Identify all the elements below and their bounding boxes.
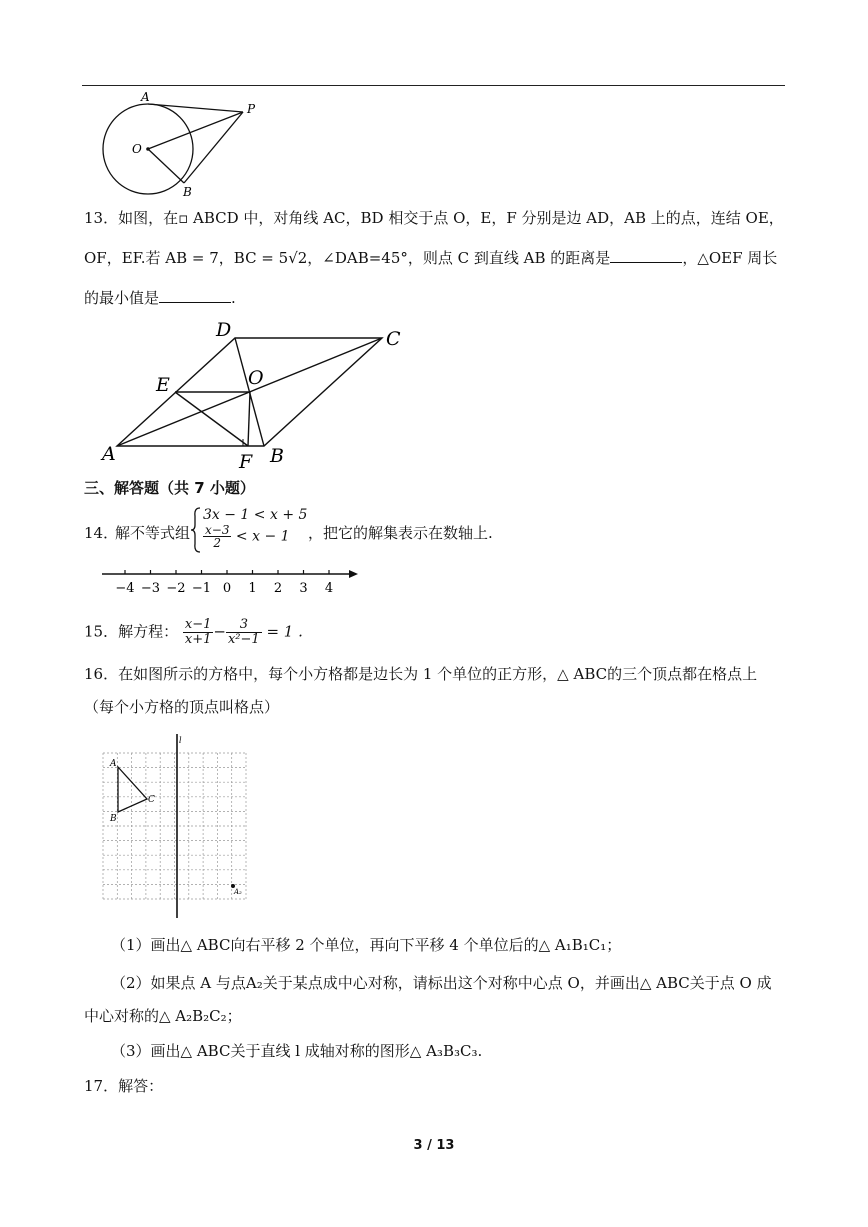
- q14-ineq2-num: x−3: [205, 523, 230, 537]
- q16-sub2-line1: （2）如果点 A 与点A₂关于某点成中心对称，请标出这个对称中心点 O，并画出△ ABC关于点 O 成: [111, 974, 772, 992]
- number-line-tick-label: −1: [191, 581, 212, 596]
- q15-frac1-den: x+1: [184, 632, 212, 647]
- label-b: B: [270, 445, 284, 467]
- number-line-tick-label: −3: [140, 581, 161, 596]
- label-f: F: [239, 451, 253, 471]
- q14-prefix: 解不等式组: [115, 524, 191, 542]
- q16-sub3: （3）画出△ ABC关于直线 l 成轴对称的图形△ A₃B₃C₃.: [111, 1042, 483, 1060]
- q15-line: [84, 618, 303, 647]
- q16-number: 16．: [84, 665, 119, 683]
- q13-blank-1[interactable]: [610, 248, 682, 263]
- q15-rest: = 1 .: [266, 622, 303, 641]
- q16-text-1: 在如图所示的方格中，每个小方格都是边长为 1 个单位的正方形，△ ABC的三个顶点都在格点上: [118, 665, 758, 683]
- number-line-tick-label: −2: [166, 581, 186, 596]
- number-line-tick-label: 2: [273, 581, 283, 596]
- label-o: O: [132, 142, 142, 156]
- label-o: O: [248, 367, 264, 389]
- q16-sub1: （1）画出△ ABC向右平移 2 个单位，再向下平移 4 个单位后的△ A₁B₁C₁；: [111, 936, 622, 954]
- header-rule: [82, 85, 785, 86]
- number-line-tick-label: −4: [115, 581, 135, 596]
- label-d: D: [216, 319, 232, 341]
- label-c: C: [148, 795, 155, 805]
- circle-tangent-figure: [95, 88, 275, 200]
- grid-figure: [98, 734, 258, 924]
- label-a: A: [102, 443, 116, 465]
- parallelogram-figure: [98, 316, 418, 471]
- label-l: l: [179, 736, 182, 745]
- page-number: 3 / 13: [413, 1138, 455, 1153]
- label-a: A: [110, 759, 117, 769]
- q13-blank-2[interactable]: [159, 288, 231, 303]
- q14-ineq2: [203, 524, 290, 549]
- q14-number: 14．: [84, 524, 119, 542]
- q14-suffix: ，把它的解集表示在数轴上.: [308, 524, 493, 542]
- q15-number: 15．: [84, 622, 119, 641]
- q15-frac1: [183, 618, 214, 647]
- label-a: A: [141, 90, 150, 104]
- q14-ineq2-frac: [203, 524, 231, 549]
- q13-text-3a: 的最小值是: [84, 289, 160, 307]
- label-a2: A₂: [234, 888, 242, 896]
- q17-line: [84, 1076, 163, 1096]
- section-title: 三、解答题（共 7 小题）: [84, 479, 255, 497]
- q16-line1: [84, 664, 757, 684]
- q13-text-2a: OF，EF.若 AB = 7，BC = 5√2，∠DAB=45°，则点 C 到直线 AB 的距离是: [84, 249, 611, 267]
- q13-line1: [84, 208, 784, 228]
- brace-icon: [190, 506, 202, 554]
- label-c: C: [386, 328, 401, 350]
- number-line-tick-label: 3: [299, 581, 308, 596]
- q15-frac1-num: x−1: [184, 617, 212, 632]
- label-e: E: [156, 374, 170, 396]
- q15-prefix: 解方程：: [118, 622, 179, 641]
- q16-sub2-line2: 中心对称的△ A₂B₂C₂；: [84, 1007, 242, 1025]
- q15-frac2-den: x²−1: [227, 632, 260, 647]
- label-b: B: [110, 814, 117, 824]
- label-b: B: [183, 185, 192, 199]
- q14-ineq2-rest: < x − 1: [235, 528, 290, 545]
- q17-text: 解答：: [118, 1077, 164, 1095]
- q13-text-1: 如图，在▫ ABCD 中，对角线 AC，BD 相交于点 O，E，F 分别是边 AD，AB 上的点，连结 OE，: [118, 209, 784, 227]
- q17-number: 17．: [84, 1077, 119, 1095]
- q13-line3: [84, 288, 236, 308]
- label-p: P: [247, 102, 256, 116]
- q14-ineq1: 3x − 1 < x + 5: [203, 507, 308, 523]
- q15-minus: −: [213, 622, 226, 641]
- q16-line2: （每个小方格的顶点叫格点）: [84, 698, 280, 716]
- number-line-tick-label: 0: [222, 581, 232, 596]
- q15-frac2: [226, 618, 262, 647]
- q15-frac2-num: 3: [226, 618, 262, 633]
- number-line: [100, 565, 365, 597]
- q13-text-2b: ，△OEF 周长: [682, 249, 778, 267]
- number-line-tick-label: 4: [324, 581, 334, 596]
- q13-number: 13．: [84, 209, 119, 227]
- q13-line2: [84, 248, 777, 268]
- q14-ineq2-den: 2: [213, 536, 222, 550]
- number-line-tick-label: 1: [248, 581, 257, 596]
- q13-text-3b: .: [231, 289, 236, 307]
